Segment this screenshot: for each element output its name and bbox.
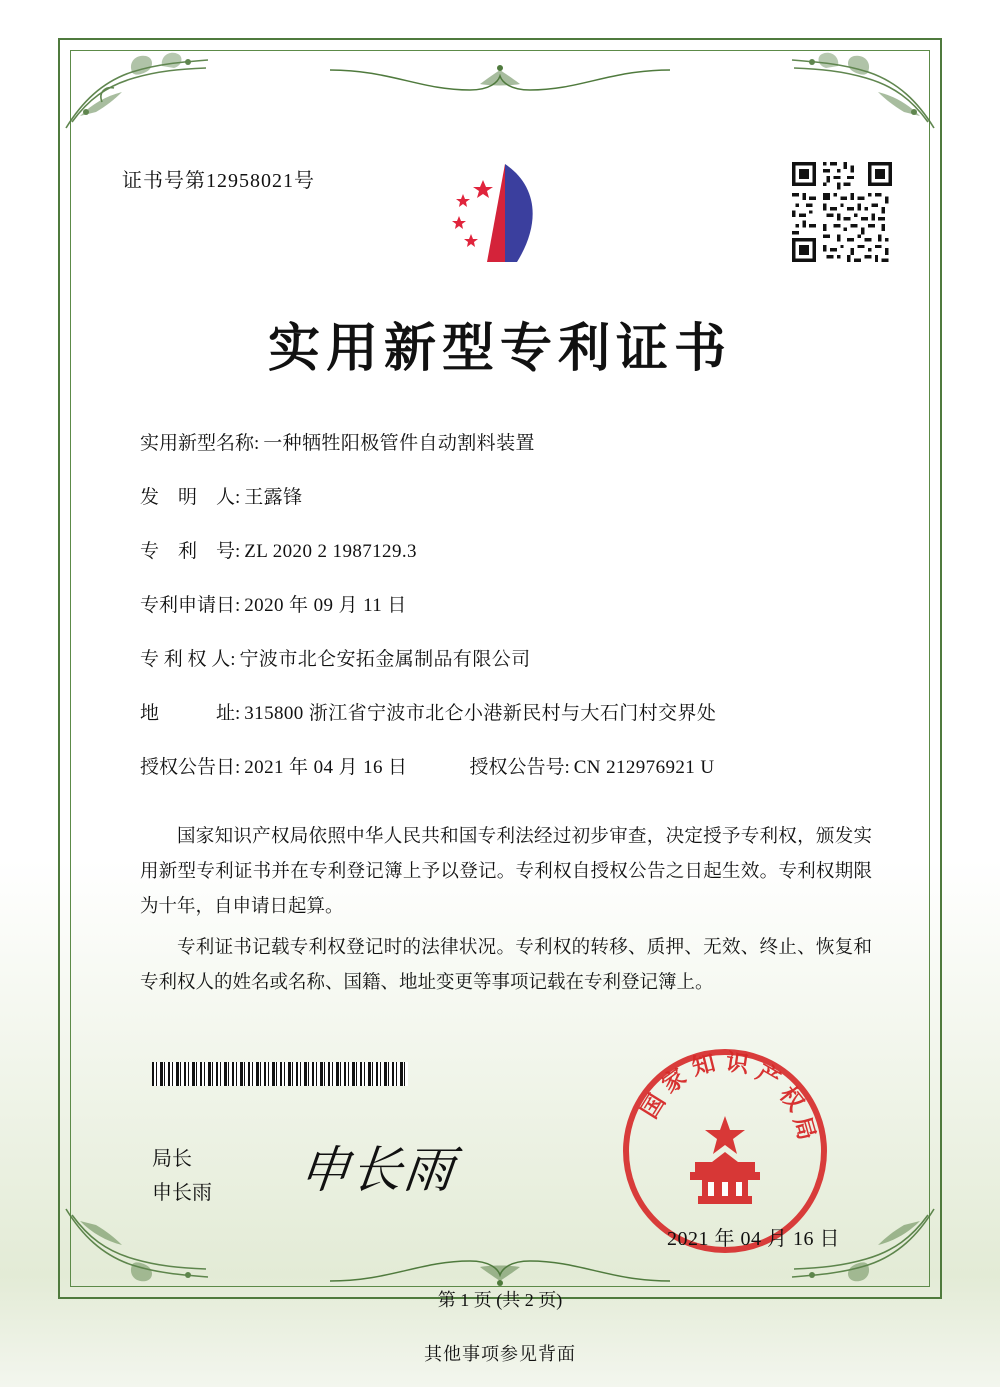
svg-text:产: 产 xyxy=(751,1058,785,1094)
grant-date-label: 授权公告日: xyxy=(140,757,241,778)
svg-text:国: 国 xyxy=(635,1089,671,1124)
grant-number-label: 授权公告号: xyxy=(469,757,570,778)
field-label: 发 明 人: xyxy=(140,487,241,508)
director-name-label: 申长雨 xyxy=(152,1182,212,1204)
footer-note: 其他事项参见背面 xyxy=(424,1344,576,1364)
field-label: 专利申请日: xyxy=(140,595,241,616)
svg-text:家: 家 xyxy=(656,1063,692,1099)
svg-text:权: 权 xyxy=(773,1081,810,1117)
svg-text:知: 知 xyxy=(689,1049,719,1082)
field-row-grant-announcement xyxy=(140,752,880,779)
director-title-label: 局长 xyxy=(152,1148,192,1170)
grant-date-value: 2021 年 04 月 16 日 xyxy=(244,757,408,778)
field-label: 地 址: xyxy=(140,703,241,724)
field-row-application-date xyxy=(140,590,880,617)
svg-text:局: 局 xyxy=(788,1113,821,1144)
handwritten-signature: 申长雨 xyxy=(296,1141,459,1199)
field-row-patentee xyxy=(140,644,880,671)
corner-flourish-icon xyxy=(62,1205,212,1295)
top-edge-flourish-icon xyxy=(330,60,670,106)
paragraph-2: 专利证书记载专利权登记时的法律状况。专利权的转移、质押、无效、终止、恢复和专利权人的姓名或名称、国籍、地址变更等事项记载在专利登记簿上。 xyxy=(140,938,872,993)
field-label: 专 利 权 人: xyxy=(140,649,236,670)
corner-flourish-icon xyxy=(788,42,938,132)
field-row-address xyxy=(140,698,880,725)
page-number: 第 1 页 (共 2 页) xyxy=(437,1290,563,1310)
grant-number-value: CN 212976921 U xyxy=(573,757,715,778)
paragraph-1: 国家知识产权局依照中华人民共和国专利法经过初步审查，决定授予专利权，颁发实用新型专利证书并在专利登记簿上予以登记。专利权自授权公告之日起生效。专利权期限为十年，自申请日起算。 xyxy=(140,827,872,917)
cpa-patent-logo-icon xyxy=(443,158,563,270)
field-value: ZL 2020 2 1987129.3 xyxy=(244,541,417,562)
field-value: 2020 年 09 月 11 日 xyxy=(244,595,407,616)
field-row-inventor xyxy=(140,482,880,509)
barcode-icon xyxy=(152,1062,408,1086)
field-label: 专 利 号: xyxy=(140,541,241,562)
field-value: 宁波市北仑安拓金属制品有限公司 xyxy=(239,649,531,670)
field-value: 王露锋 xyxy=(244,487,303,508)
seal-date: 2021 年 04 月 16 日 xyxy=(667,1228,840,1250)
field-row-patent-number xyxy=(140,536,880,563)
field-label: 实用新型名称: xyxy=(140,433,260,454)
field-value: 315800 浙江省宁波市北仑小港新民村与大石门村交界处 xyxy=(244,703,717,724)
corner-flourish-icon xyxy=(62,42,212,132)
certificate-number: 证书号第12958021号 xyxy=(122,170,315,192)
fields-list xyxy=(140,428,880,806)
page-title: 实用新型专利证书 xyxy=(267,318,732,379)
svg-text:识: 识 xyxy=(724,1048,751,1079)
qr-code-icon xyxy=(792,162,892,262)
field-row-utility-model-name xyxy=(140,428,880,455)
signature-block xyxy=(152,1142,212,1210)
legal-text xyxy=(140,820,872,1007)
field-value: 一种牺牲阳极管件自动割料装置 xyxy=(263,433,535,454)
